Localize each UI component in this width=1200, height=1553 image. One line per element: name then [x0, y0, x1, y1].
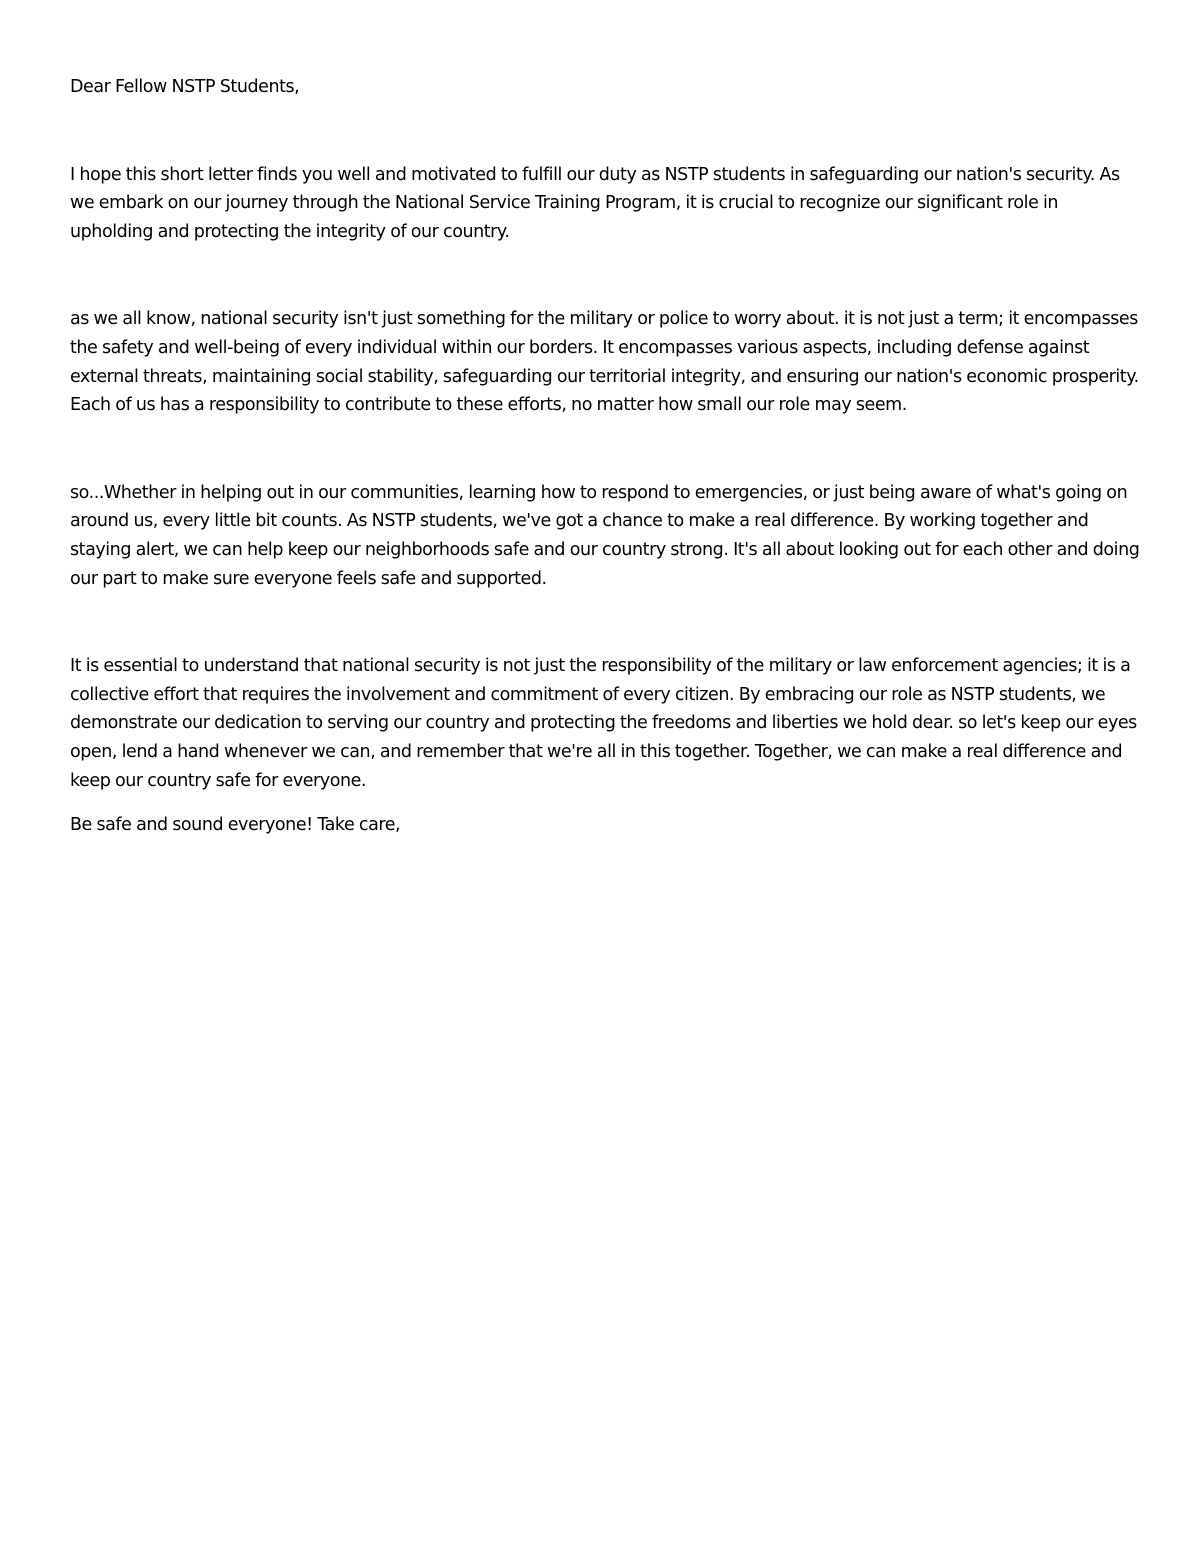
- letter-closing: Be safe and sound everyone! Take care,: [70, 815, 401, 836]
- letter-body: [70, 73, 1140, 840]
- letter-paragraph-3: so...Whether in helping out in our communities, learning how to respond to emergencies, or just being aware of what's going on around us, every little bit counts. As NSTP students, we've got a chance to make a real difference. By working together and staying alert, we can help keep our neighborhoods safe and our country strong. It's all about looking out for each other and doing our part to make sure everyone feels safe and supported.: [70, 482, 1140, 589]
- letter-paragraph-2: as we all know, national security isn't just something for the military or police to worry about. it is not just a term; it encompasses the safety and well-being of every individual within our borders. It encompasses various aspects, including defense against external threats, maintaining social stability, safeguarding our territorial integrity, and ensuring our nation's economic prosperity. Each of us has a responsibility to contribute to these efforts, no matter how small our role may seem.: [70, 309, 1139, 416]
- letter-paragraph-4: It is essential to understand that national security is not just the responsibility of the military or law enforcement agencies; it is a collective effort that requires the involvement and commitment of every citizen. By embracing our role as NSTP students, we demonstrate our dedication to serving our country and protecting the freedoms and liberties we hold dear. so let's keep our eyes open, lend a hand whenever we can, and remember that we're all in this together. Together, we can make a real difference and keep our country safe for everyone.: [70, 656, 1137, 791]
- letter-paragraph-1: I hope this short letter finds you well and motivated to fulfill our duty as NSTP students in safeguarding our nation's security. As we embark on our journey through the National Service Training Program, it is crucial to recognize our significant role in upholding and protecting the integrity of our country.: [70, 164, 1120, 242]
- letter-salutation: Dear Fellow NSTP Students,: [70, 77, 300, 97]
